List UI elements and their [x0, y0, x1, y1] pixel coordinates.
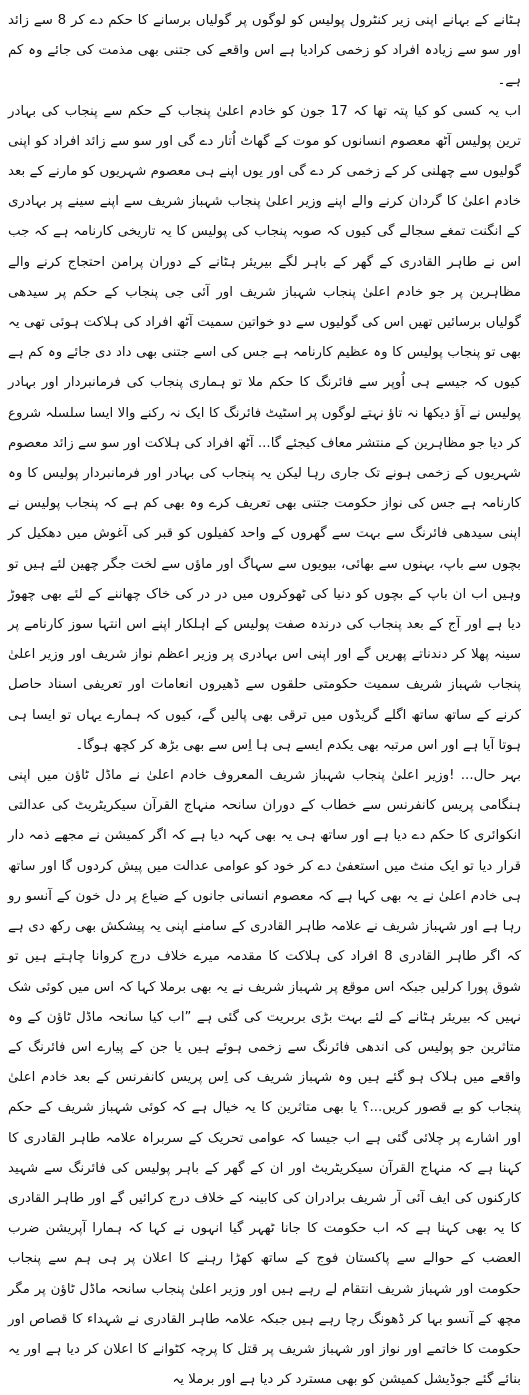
- article-paragraph-2: اب یہ کسی کو کیا پتہ تھا کہ 17 جون کو خادم اعلیٰ پنجاب کے حکم سے پنجاب کی بہادر ترین پولیس آٹھ معصوم انسانوں کو موت کے گھاٹ اُتار دے گی اور سو سے زائد افراد کو اپنی گولیوں سے چھلنی کر کے زخمی کر دے گی اور یوں اپنے ہی معصوم شہریوں کو مارنے کے بعد خادم اعلیٰ کا گردان کرنے والے اپنے وزیر اعلیٰ پنجاب شہباز شریف سے اپنے سینے پر بہادری کے انگنت تمغے سجالے گی کیوں کہ صوبہ پنجاب کی پولیس کا یہ تاریخی کارنامہ ہے کہ جب اس نے طاہر القادری کے گھر کے باہر لگے بیریئر ہٹانے کے دوران پرامن احتجاج کرنے والے مظاہرین پر جو خادم اعلیٰ پنجاب شہباز شریف اور آئی جی پنجاب کے حکم پر سیدھی گولیاں برسائیں تھیں اس کی گولیوں سے دو خواتین سمیت آٹھ افراد کی ہلاکت ہوئی تھی یہ بھی تو پنجاب پولیس کا وہ عظیم کارنامہ ہے جس کی اسے جتنی بھی داد دی جائے وہ کم ہے کیوں کہ جیسے ہی اُوپر سے فائرنگ کا حکم ملا تو ہماری پنجاب کی فرمانبردار اور بہادر پولیس نے آؤ دیکھا نہ تاؤ نہتے لوگوں پر اسٹیٹ فائرنگ کا ایک نہ رکنے والا ایسا سلسلہ شروع کر دیا جو مظاہرین کے منتشر معاف کیجئے گا... آٹھ افراد کی ہلاکت اور سو سے زائد معصوم شہریوں کے زخمی ہونے تک جاری رہا لیکن یہ پنجاب کی بہادر اور فرمانبردار پولیس کا وہ کارنامہ ہے جس کی نواز حکومت جتنی بھی تعریف کرے وہ بھی کم ہے کہ پنجاب پولیس نے اپنی سیدھی فائرنگ سے بہت سے گھروں کے واحد کفیلوں کو قبر کی آغوش میں دھکیل کر بچوں سے باپ، بہنوں سے بھائی، بیویوں سے سہاگ اور ماؤں سے لخت جگر چھین لئے ہیں تو وہیں اب ان باپ کے بچوں کو دنیا کی ٹھوکروں میں در در کی خاک چھاننے کے لئے بھی چھوڑ دیا ہے اور آج کے بعد پنجاب کی درندہ صفت پولیس کے اہلکار اپنے اس انتہا سوز کارنامے پر سینہ پھلا کر دندناتے پھریں گے اور اپنی اس بہادری پر وزیر اعظم نواز شریف اور وزیر اعلیٰ پنجاب شہباز شریف سمیت حکومتی حلقوں سے ڈھیروں انعامات اور تعریفی اسناد حاصل کرنے کے ساتھ ساتھ اگلے گریڈوں میں ترقی بھی پالیں گے، کیوں کہ ہمارے یہاں تو ایسا ہی ہوتا آیا ہے اور اس مرتبہ بھی یکدم ایسے ہی ہا اِس سے بھی بڑھ کر کچھ ہوگا۔: [8, 103, 521, 753]
- article-paragraph-3: بہر حال... !وزیر اعلیٰ پنجاب شہباز شریف المعروف خادم اعلیٰ نے ماڈل ٹاؤن میں اپنی ہنگامی پریس کانفرنس سے خطاب کے دوران سانحہ منہاج القرآن سیکریٹریٹ کی عدالتی انکوائری کا حکم دے دیا ہے اور ساتھ ہی یہ بھی کہہ دیا ہے کہ اگر کمیشن نے مجھے ذمہ دار قرار دیا تو ایک منٹ میں استعفیٰ دے کر خود کو عوامی عدالت میں پیش کردوں گا اور ساتھ ہی خادم اعلیٰ نے یہ بھی کہا ہے کہ معصوم انسانی جانوں کے ضیاع پر دل خون کے آنسو رو رہا ہے اور شہباز شریف نے علامہ طاہر القادری کے سامنے اپنی یہ پیشکش بھی رکھ دی ہے کہ اگر طاہر القادری 8 افراد کی ہلاکت کا مقدمہ میرے خلاف درج کروانا چاہتے ہیں تو شوق پورا کرلیں جبکہ اس موقع پر شہباز شریف نے یہ بھی برملا کہا کہ اس میں کوئی شک نہیں کہ بیریئر ہٹانے کے لئے بہت بڑی بربریت کی گئی ہے ”اب کیا سانحہ ماڈل ٹاؤن کے وہ متاثرین جو پولیس کی اندھی فائرنگ سے زخمی ہوئے ہیں یا جن کے پیارے اس فائرنگ کے واقعے میں ہلاک ہو گئے ہیں وہ شہباز شریف کی اِس پریس کانفرنس کے بعد خادم اعلیٰ پنجاب کو بے قصور کریں...؟ یا بھی متاثرین کا یہ خیال ہے کہ کوئی شہباز شریف کے حکم اور اشارے پر چلائی گئی ہے اب جیسا کہ عوامی تحریک کے سربراہ علامہ طاہر القادری کا کہنا ہے کہ منہاج القرآن سیکریٹریٹ اور ان کے گھر کے باہر پولیس کی فائرنگ سے شہید کارکنوں کی ایف آئی آر شریف برادران کی کابینہ کے خلاف درج کرائیں گے اور طاہر القادری کا یہ بھی کہنا ہے کہ اب حکومت کا جانا ٹھہر گیا انہوں نے کہا کہ ہمارا آپریشن ضرب العضب کے حوالے سے پاکستان فوج کے ساتھ کھڑا رہنے کا اعلان پر ہی ہم سے پنجاب حکومت اور شہباز شریف انتقام لے رہے ہیں اور وزیر اعلیٰ پنجاب سانحہ ماڈل ٹاؤن پر مگر مچھ کے آنسو بہا کر ڈھونگ رچا رہے ہیں جبکہ علامہ طاہر القادری نے شہداء کا قصاص اور حکومت کا خاتمے اور نواز اور شہباز شریف پر قتل کا پرچہ کٹوانے کا اعلان کر دیا ہے اور یہ بنائے گئے جوڈیشل کمیشن کو بھی مسترد کر دیا ہے اور برملا یہ: [8, 768, 521, 1388]
- article-paragraph-1: ہٹانے کے بہانے اپنی زیر کنٹرول پولیس کو لوگوں پر گولیاں برسانے کا حکم دے کر 8 سے زائد اور سو سے زیادہ افراد کو زخمی کرادیا ہے اس واقعے کی جتنی بھی مذمت کی جائے وہ کم ہے۔: [8, 13, 521, 89]
